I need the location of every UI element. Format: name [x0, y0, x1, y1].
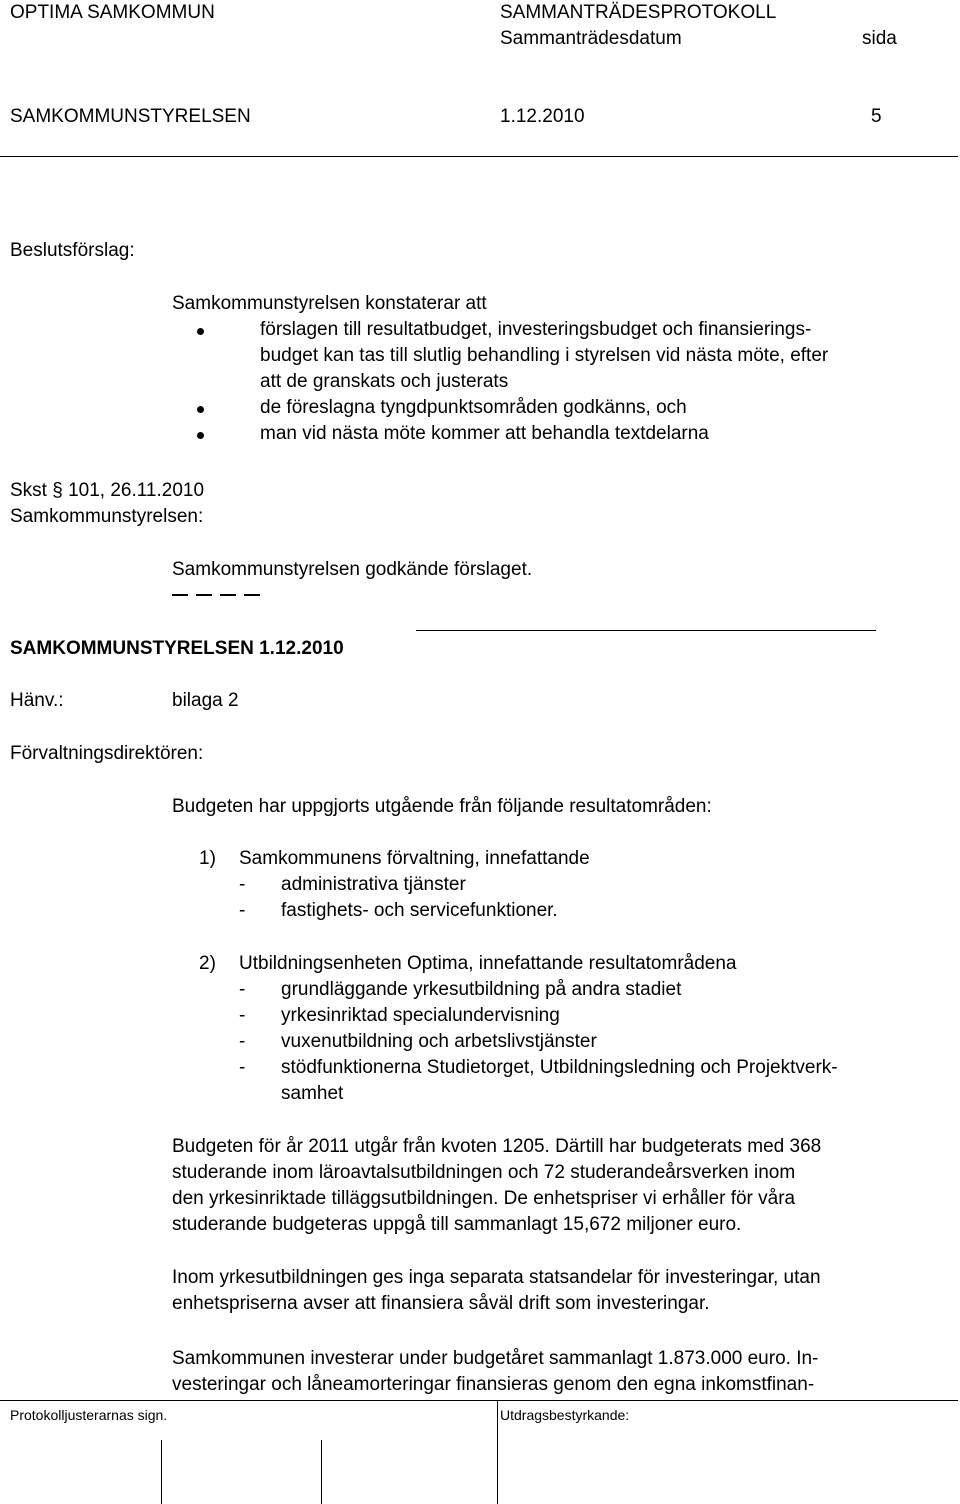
- reference-label: Hänv.:: [10, 690, 64, 711]
- item-number: 2): [199, 953, 216, 974]
- bullet-item: [172, 395, 957, 421]
- bullet-icon: [197, 328, 204, 335]
- proposal-label: Beslutsförslag:: [10, 240, 135, 261]
- paragraph-line: studerande inom läroavtalsutbildningen och 72 studerandeårsverken inom: [172, 1162, 796, 1183]
- footer-divider: [0, 1400, 958, 1401]
- bullet-item: [172, 421, 957, 447]
- item-text: Samkommunens förvaltning, innefattande: [239, 848, 590, 869]
- signature-box-divider: [321, 1440, 322, 1504]
- bullet-line: de föreslagna tyngdpunktsområden godkänns, och: [260, 397, 687, 418]
- meeting-date-label: Sammanträdesdatum: [500, 28, 682, 49]
- bullet-line: man vid nästa möte kommer att behandla textdelarna: [260, 423, 709, 444]
- minutes-checkers-signature-label: Protokolljusterarnas sign.: [10, 1407, 168, 1423]
- sub-item-text: administrativa tjänster: [281, 874, 466, 895]
- item-text: Utbildningsenheten Optima, innefattande resultatområdena: [239, 953, 737, 974]
- bullet-item: [172, 317, 957, 395]
- decision-reference: Skst § 101, 26.11.2010: [10, 480, 205, 501]
- bullet-icon: [197, 432, 204, 439]
- page-label: sida: [862, 28, 897, 49]
- section-title-rule: [416, 630, 876, 631]
- sub-item-text: vuxenutbildning och arbetslivstjänster: [281, 1031, 597, 1052]
- proposal-intro: Samkommunstyrelsen konstaterar att: [172, 293, 487, 314]
- paragraph-line: Inom yrkesutbildningen ges inga separata statsandelar för investeringar, utan: [172, 1267, 821, 1288]
- signature-box-divider: [161, 1440, 162, 1504]
- sub-item-continuation: samhet: [281, 1083, 344, 1104]
- sub-item-text: fastighets- och servicefunktioner.: [281, 900, 558, 921]
- financing-paragraph: [172, 1346, 957, 1398]
- dash-separator: [172, 594, 262, 596]
- page-number: 5: [871, 106, 882, 127]
- budget-paragraph: [172, 1134, 957, 1238]
- investment-paragraph: [172, 1265, 957, 1317]
- paragraph-line: enhetspriserna avser att finansiera såväl drift som investeringar.: [172, 1293, 710, 1314]
- proposal-bullets: [172, 317, 957, 447]
- bullet-icon: [197, 406, 204, 413]
- decision-text: Samkommunstyrelsen godkände förslaget.: [172, 559, 533, 580]
- sub-item-text: yrkesinriktad specialundervisning: [281, 1005, 560, 1026]
- sub-item-text: grundläggande yrkesutbildning på andra stadiet: [281, 979, 682, 1000]
- paragraph-line: den yrkesinriktade tilläggsutbildningen. De enhetspriser vi erhåller för våra: [172, 1188, 796, 1209]
- paragraph-line: Budgeten för år 2011 utgår från kvoten 1205. Därtill har budgeterats med 368: [172, 1136, 822, 1157]
- meeting-date: 1.12.2010: [500, 106, 585, 127]
- document-type: SAMMANTRÄDESPROTOKOLL: [500, 2, 777, 23]
- extract-certification-label: Utdragsbestyrkande:: [500, 1407, 630, 1423]
- org-name: OPTIMA SAMKOMMUN: [10, 2, 215, 23]
- paragraph-line: vesteringar och låneamorteringar finansieras genom den egna inkomstfinan-: [172, 1374, 815, 1395]
- signature-box-divider: [497, 1400, 498, 1504]
- budget-intro: Budgeten har uppgjorts utgående från följande resultatområden:: [172, 796, 712, 817]
- result-area-2: [199, 951, 899, 977]
- body-name: SAMKOMMUNSTYRELSEN: [10, 106, 251, 127]
- decision-body: Samkommunstyrelsen:: [10, 506, 204, 527]
- item-number: 1): [199, 848, 216, 869]
- header-divider: [0, 156, 958, 157]
- sub-item-text: stödfunktionerna Studietorget, Utbildningsledning och Projektverk-: [281, 1057, 838, 1078]
- paragraph-line: Samkommunen investerar under budgetåret sammanlagt 1.873.000 euro. In-: [172, 1348, 819, 1369]
- reference-value: bilaga 2: [172, 690, 239, 711]
- paragraph-line: studerande budgeteras uppgå till sammanlagt 15,672 miljoner euro.: [172, 1214, 742, 1235]
- bullet-line: att de granskats och justerats: [260, 371, 509, 392]
- bullet-line: budget kan tas till slutlig behandling i styrelsen vid nästa möte, efter: [260, 345, 829, 366]
- bullet-line: förslagen till resultatbudget, investeringsbudget och finansierings-: [260, 319, 812, 340]
- section-title: SAMKOMMUNSTYRELSEN 1.12.2010: [10, 638, 344, 659]
- presenter-label: Förvaltningsdirektören:: [10, 743, 204, 764]
